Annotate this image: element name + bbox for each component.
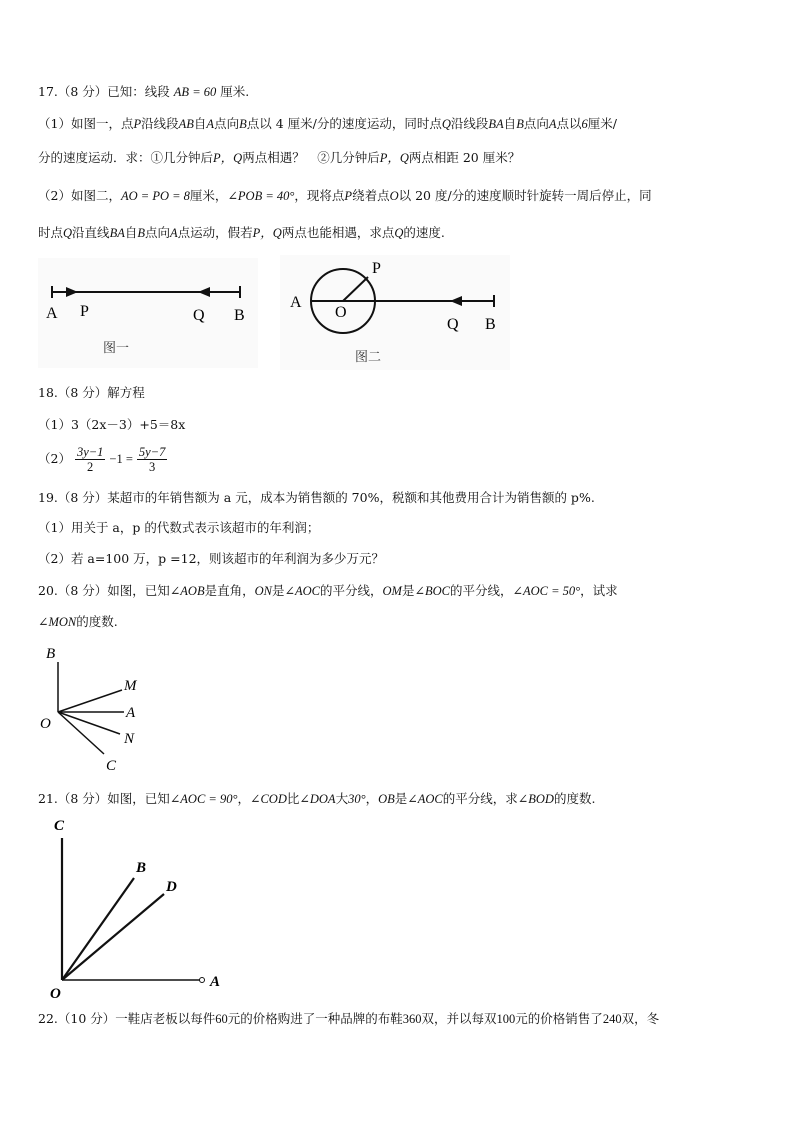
q17-text: 厘米， [189, 188, 228, 203]
q17-text: 自 [124, 225, 138, 240]
q20-label-a: A [126, 705, 136, 721]
q17-eq: AB = 60 [173, 85, 217, 99]
q18-frac2-num: 5y−7 [138, 445, 166, 459]
q20-text: 的平分线， [449, 583, 513, 598]
q17-var: P，Q [213, 151, 243, 165]
q17-text: 时点 [38, 225, 64, 240]
figure-two [280, 255, 510, 370]
fig2-label-o: O [335, 304, 347, 321]
q17-var: A [548, 117, 557, 131]
q21-var: ∠COD [250, 792, 287, 806]
q17-text: 点向 [214, 116, 240, 131]
figure-two-bg [280, 255, 510, 370]
q21-var: ∠BOD [517, 792, 554, 806]
fig2-label-p: P [372, 260, 381, 277]
q20-text: 是 [401, 583, 415, 598]
q17-var: 6 [581, 117, 588, 131]
q21-var: 30° [348, 792, 366, 806]
q20-label-o: O [40, 716, 51, 732]
q22-text: 元的价格销售了 [515, 1011, 603, 1026]
q22-num: 240 [602, 1012, 622, 1026]
q22-text: 22.（10 分）一鞋店老板以每件 [38, 1011, 216, 1026]
q17-text: ，现将点 [294, 188, 345, 203]
q17-part1-line1 [38, 116, 617, 132]
q17-text: 点运动，假若 [177, 225, 253, 240]
fig1-label-p: P [80, 303, 89, 320]
q21-label-b: B [136, 860, 147, 876]
q22-text: 双，冬 [621, 1011, 660, 1026]
q20-var: OM [382, 584, 402, 598]
q17-text: 两点相遇？ ②几分钟后 [242, 150, 380, 165]
q21-text: 比 [286, 791, 300, 806]
q21-var: ∠AOC [407, 792, 443, 806]
q21-text: 21.（8 分）如图，已知 [38, 791, 170, 806]
q17-header-line [38, 84, 249, 100]
q17-var: B [137, 226, 145, 240]
q20-text: 是 [271, 583, 285, 598]
q17-text: 沿直线 [72, 225, 110, 240]
q20-text: ，试求 [580, 583, 618, 598]
q21-text: 是 [394, 791, 408, 806]
q21-text: ， [237, 791, 250, 806]
q22-num: 100 [496, 1012, 516, 1026]
q19-line3: （2）若 a=100 万，p =12，则该超市的年利润为多少万元？ [38, 551, 385, 566]
fig1-label-q: Q [193, 307, 205, 324]
q18-frac1-den: 2 [87, 460, 94, 474]
q22-line1 [38, 1011, 659, 1027]
q20-label-b: B [46, 646, 56, 662]
q17-text: 以 20 度/分的速度顺时针旋转一周后停止，同 [398, 188, 652, 203]
q21-label-c: C [54, 818, 65, 834]
q20-label-m: M [124, 678, 137, 694]
q18-eq1: （1）3（2x－3）+5＝8x [38, 417, 186, 432]
q20-text: 的平分线， [319, 583, 383, 598]
q17-text: 点向 [145, 225, 171, 240]
q17-var: P [344, 189, 353, 203]
q18-header: 18.（8 分）解方程 [38, 385, 145, 400]
fig1-caption: 图一 [103, 340, 130, 355]
q17-text: 沿线段 [141, 116, 179, 131]
ray-oc [58, 712, 104, 754]
q17-var: P，Q [252, 226, 282, 240]
q18-eq2-prefix: （2） [38, 451, 71, 466]
q17-var: AB [178, 117, 194, 131]
q17-text: 点以 [556, 116, 582, 131]
q17-part2-line2 [38, 225, 445, 241]
q21-label-d: D [166, 879, 177, 895]
fig1-label-b: B [234, 307, 245, 324]
q20-var: ∠BOC [414, 584, 450, 598]
q21-var: ∠DOA [299, 792, 336, 806]
fig2-label-q: Q [447, 316, 459, 333]
q18-frac2-den: 3 [148, 460, 156, 474]
q21-text: ， [365, 791, 379, 806]
q18-frac1 [75, 445, 105, 474]
q17-var: A [206, 117, 215, 131]
q17-var: AO = PO = 8 [120, 189, 190, 203]
q17-text: 两点相距 20 厘米？ [408, 150, 521, 165]
q20-text: 是直角， [204, 583, 255, 598]
q17-text: 分的速度运动．求：①几分钟后 [38, 150, 214, 165]
q17-text: 自 [193, 116, 207, 131]
ray-on [58, 712, 120, 734]
q22-num: 60 [215, 1012, 228, 1026]
q21-label-o: O [50, 986, 61, 1002]
fig1-label-a: A [46, 305, 58, 322]
q21-label-a: A [210, 974, 221, 990]
q19-line2: （1）用关于 a，p 的代数式表示该超市的年利润； [38, 520, 320, 535]
q20-var: ON [254, 584, 272, 598]
q22-num: 360 [402, 1012, 422, 1026]
q21-text: 的平分线，求 [442, 791, 518, 806]
point-a-icon [200, 978, 205, 983]
q17-tail: 厘米. [220, 84, 250, 99]
q20-var: ∠AOC = 50° [512, 584, 581, 598]
q17-var: P，Q [379, 151, 409, 165]
q21-figure [40, 812, 240, 1002]
q20-line2 [38, 614, 118, 630]
q18-eq2 [38, 444, 167, 474]
q17-text: （1）如图一，点 [38, 116, 134, 131]
q17-text: （2）如图二， [38, 188, 121, 203]
q18-frac2 [137, 445, 167, 474]
q17-text: 自 [503, 116, 517, 131]
q17-part1-line2 [38, 150, 520, 166]
q20-var: ∠AOB [169, 584, 205, 598]
q20-text: 20.（8 分）如图，已知 [38, 583, 170, 598]
q17-var: B [239, 117, 247, 131]
q21-text: 的度数. [553, 791, 596, 806]
fig2-label-b: B [485, 316, 496, 333]
q20-var: ∠MON [38, 615, 77, 629]
q20-figure [36, 642, 166, 777]
figure-one-bg [38, 258, 258, 368]
q18-eq2-mid: −1 = [109, 452, 133, 466]
q17-var: P [133, 117, 142, 131]
q17-header: 17.（8 分）已知：线段 [38, 84, 170, 99]
q17-text: 厘米/ [587, 116, 617, 131]
fig2-caption: 图二 [355, 349, 382, 364]
q17-var: O [389, 189, 399, 203]
q17-var: A [170, 226, 178, 240]
q17-var: Q [63, 226, 73, 240]
ray-om [58, 690, 122, 712]
q17-var: Q [394, 226, 404, 240]
q20-label-n: N [124, 731, 135, 747]
q19-line1: 19.（8 分）某超市的年销售额为 a 元，成本为销售额的 70%，税额和其他费用合计为销售额的 p%. [38, 490, 595, 505]
figure-one [38, 258, 258, 368]
q17-var: B [516, 117, 524, 131]
q21-var: OB [378, 792, 395, 806]
q20-var: ∠AOC [284, 584, 320, 598]
q17-text: 沿线段 [450, 116, 489, 131]
q22-text: 双，并以每双 [421, 1011, 497, 1026]
q17-part2-line1 [38, 188, 652, 204]
q20-line1 [38, 583, 618, 599]
q17-text: 绕着点 [352, 188, 390, 203]
q17-var: BA [109, 226, 125, 240]
fig2-label-a: A [290, 294, 302, 311]
q22-text: 元的价格购进了一种品牌的布鞋 [227, 1011, 403, 1026]
q17-var: ∠POB = 40° [227, 189, 295, 203]
q17-text: 点以 4 厘米/分的速度运动，同时点 [246, 116, 442, 131]
q21-line1 [38, 791, 595, 807]
q17-var: BA [488, 117, 504, 131]
q21-var: ∠AOC = 90° [169, 792, 238, 806]
q21-text: 大 [335, 791, 349, 806]
q17-text: 点向 [523, 116, 549, 131]
q20-text: 的度数. [76, 614, 118, 629]
q17-var: Q [441, 117, 451, 131]
q17-text: 的速度. [403, 225, 445, 240]
q18-frac1-num: 3y−1 [76, 445, 104, 459]
q17-text: 两点也能相遇，求点 [281, 225, 395, 240]
q20-label-c: C [106, 758, 117, 774]
